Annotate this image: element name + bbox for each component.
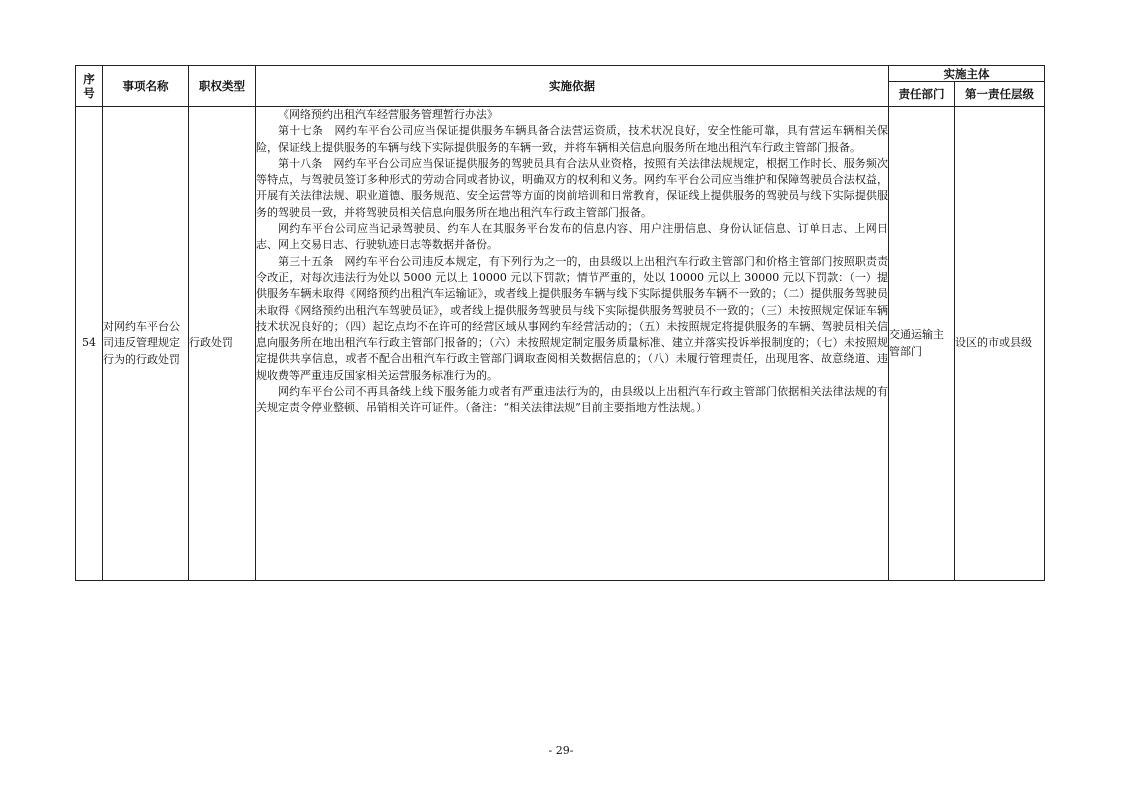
basis-article-35: 第三十五条 网约车平台公司违反本规定，有下列行为之一的，由县级以上出租汽车行政主管部门和价格主管部门按照职责责令改正，对每次违法行为处以 5000 元以上 10000 元以下罚款；情节严重的，处以 10000 元以上 30000 元以下罚款：（一）提供服务车辆未取得《网络预约出租汽车运输证》，或者线上提供服务车辆与线下实际提供服务车辆不一致的；（二）提供服务驾驶员未取得《网络预约出租汽车驾驶员证》，或者线上提供服务驾驶员与线下实际提供服务驾驶员不一致的；（三）未按照规定保证车辆技术状况良好的；（四）起讫点均不在许可的经营区域从事网约车经营活动的；（五）未按照规定将提供服务的车辆、驾驶员相关信息向服务所在地出租汽车行政主管部门报备的；（六）未按照规定制定服务质量标准、建立并落实投诉举报制度的；（七）未按照规定提供共享信息，或者不配合出租汽车行政主管部门调取查阅相关数据信息的；（八）未履行管理责任，出现甩客、故意绕道、违规收费等严重违反国家相关运营服务标准行为的。: [256, 254, 888, 382]
basis-article-18-p2: 网约车平台公司应当记录驾驶员、约车人在其服务平台发布的信息内容、用户注册信息、身份认证信息、订单日志、上网日志、网上交易日志、行驶轨迹日志等数据并备份。: [256, 222, 888, 252]
basis-article-35-p2: 网约车平台公司不再具备线上线下服务能力或者有严重违法行为的，由县级以上出租汽车行政主管部门依据相关法律法规的有关规定责令停业整顿、吊销相关许可证件。（备注：“相关法律法规”目前主要指地方性法规。）: [256, 385, 888, 415]
basis-article-17: 第十七条 网约车平台公司应当保证提供服务车辆具备合法营运资质，技术状况良好，安全性能可靠，具有营运车辆相关保险，保证线上提供服务的车辆与线下实际提供服务的车辆一致，并将车辆相关信息向服务所在地出租汽车行政主管部门报备。: [256, 124, 888, 154]
enforcement-table: [75, 65, 1045, 581]
basis-title: 《网络预约出租汽车经营服务管理暂行办法》: [278, 108, 498, 121]
row-dept: 交通运输主管部门: [889, 107, 955, 581]
header-subject: 实施主体: [889, 66, 1045, 82]
row-basis: [256, 107, 889, 581]
row-power-type: 行政处罚: [189, 107, 256, 581]
row-level: 设区的市或县级: [955, 107, 1045, 581]
page-number: - 29-: [548, 744, 574, 757]
basis-article-18: 第十八条 网约车平台公司应当保证提供服务的驾驶员具有合法从业资格，按照有关法律法规规定，根据工作时长、服务频次等特点，与驾驶员签订多种形式的劳动合同或者协议，明确双方的权利和义务。网约车平台公司应当维护和保障驾驶员合法权益，开展有关法律法规、职业道德、服务规范、安全运营等方面的岗前培训和日常教育，保证线上提供服务的驾驶员与线下实际提供服务的驾驶员一致，并将驾驶员相关信息向服务所在地出租汽车行政主管部门报备。: [256, 156, 888, 219]
header-power-type: 职权类型: [189, 66, 256, 107]
header-item-name: 事项名称: [103, 66, 189, 107]
header-dept: 责任部门: [889, 82, 955, 107]
header-basis: 实施依据: [256, 66, 889, 107]
row-seq: 54: [76, 107, 103, 581]
row-item-name: 对网约车平台公司违反管理规定行为的行政处罚: [103, 107, 189, 581]
header-level: 第一责任层级: [955, 82, 1045, 107]
header-seq: 序号: [76, 66, 103, 107]
table-row: [76, 107, 1045, 581]
